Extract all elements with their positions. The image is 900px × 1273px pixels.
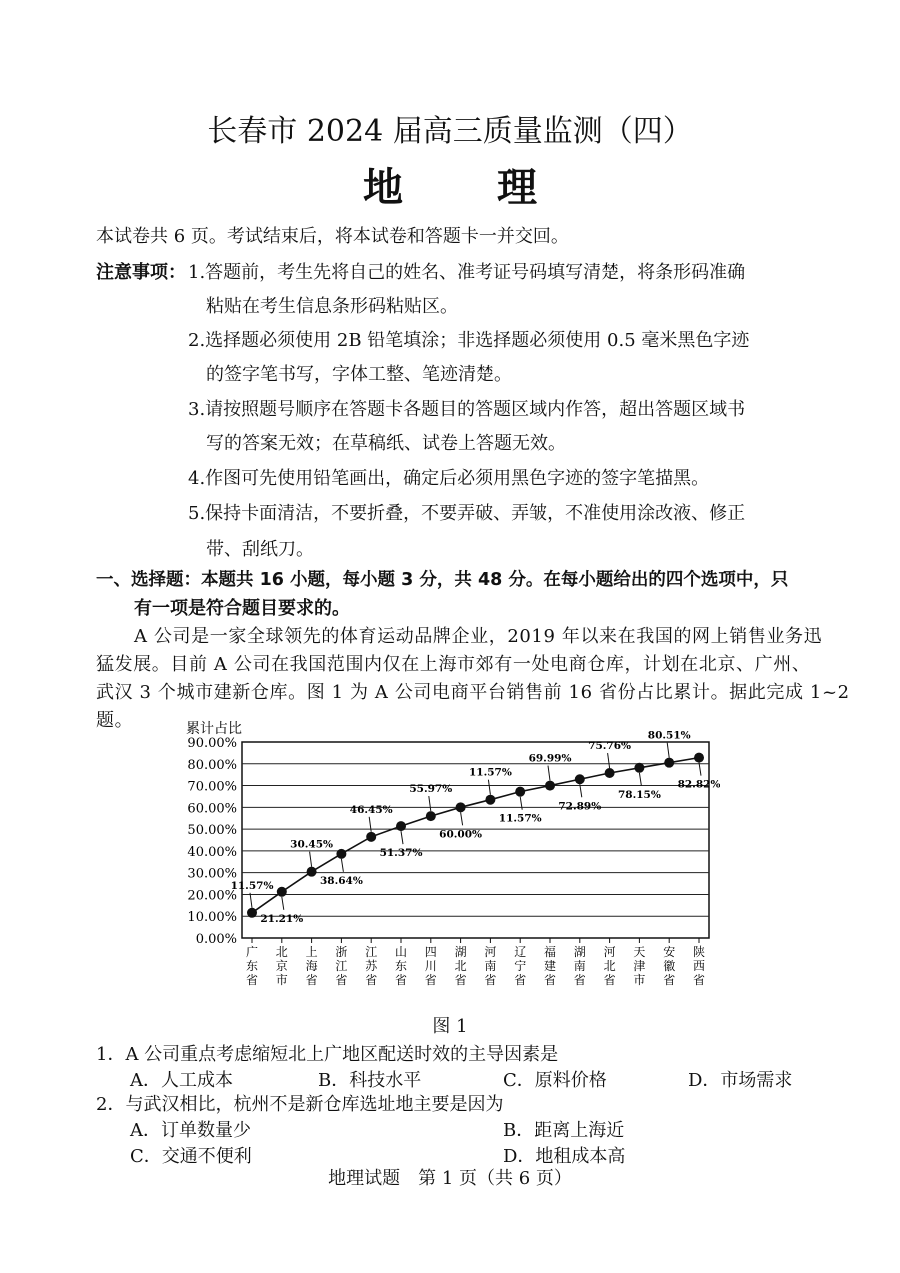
data-point <box>575 774 585 784</box>
notice-item-2-line-2: 的签字笔书写，字体工整、笔迹清楚。 <box>206 364 512 385</box>
label-leader <box>250 893 252 908</box>
data-point <box>694 753 704 763</box>
y-tick-label: 80.00% <box>187 757 237 773</box>
y-tick-label: 50.00% <box>187 823 237 839</box>
label-leader <box>282 897 284 910</box>
data-point <box>336 849 346 859</box>
y-tick-label: 10.00% <box>187 910 237 926</box>
question-1-option-c: C．原料价格 <box>503 1070 607 1091</box>
y-tick-labels <box>187 736 237 947</box>
data-point <box>247 908 257 918</box>
data-point <box>307 867 317 877</box>
x-tick-label: 山东省 <box>394 945 408 987</box>
data-label: 60.00% <box>439 828 483 841</box>
notice-item-3-line-2: 写的答案无效；在草稿纸、试卷上答题无效。 <box>206 433 566 454</box>
data-label: 46.45% <box>349 803 393 816</box>
y-tick-label: 20.00% <box>187 888 237 904</box>
question-1-stem: 1．A 公司重点考虑缩短北上广地区配送时效的主导因素是 <box>96 1044 559 1065</box>
x-tick-label: 河北省 <box>603 945 616 987</box>
notice-item-2-line-1: 2.选择题必须使用 2B 铅笔填涂；非选择题必须使用 0.5 毫米黑色字迹 <box>188 330 750 351</box>
data-point <box>456 802 466 812</box>
x-tick-label: 浙江省 <box>335 945 348 987</box>
y-tick-label: 40.00% <box>187 844 237 860</box>
question-1-option-a: A．人工成本 <box>130 1070 233 1091</box>
question-2-option-a: A．订单数量少 <box>130 1120 251 1141</box>
x-tick-label: 陕西省 <box>692 945 706 987</box>
data-labels <box>231 730 720 925</box>
label-leader <box>488 780 490 795</box>
notice-item-5-line-1: 5.保持卡面清洁，不要折叠，不要弄破、弄皱，不准使用涂改液、修正 <box>188 503 746 524</box>
x-tick-label: 广东省 <box>245 945 259 987</box>
x-tick-label: 天津市 <box>633 945 646 987</box>
label-leader <box>639 773 641 786</box>
cumulative-share-chart <box>180 712 720 1012</box>
label-leader <box>580 784 582 797</box>
data-label: 72.89% <box>558 800 602 813</box>
data-label: 11.57% <box>498 812 542 825</box>
notice-item-3-line-1: 3.请按照题号顺序在答题卡各题目的答题区域内作答，超出答题区域书 <box>188 399 746 420</box>
x-tick-label: 北京市 <box>275 945 288 987</box>
data-label: 75.76% <box>588 740 632 753</box>
notice-item-4: 4.作图可先使用铅笔画出，确定后必须用黑色字迹的签字笔描黑。 <box>188 468 710 489</box>
label-leader <box>341 859 343 872</box>
data-label: 38.64% <box>319 874 363 887</box>
x-tick-label: 福建省 <box>543 945 557 987</box>
question-2-option-b: B．距离上海近 <box>503 1120 625 1141</box>
y-tick-label: 90.00% <box>187 736 237 751</box>
subject-title: 地 理 <box>363 165 577 211</box>
label-leader <box>429 796 431 811</box>
question-2-option-d: D．地租成本高 <box>503 1146 626 1167</box>
data-label: 11.57% <box>468 766 512 779</box>
data-label: 80.51% <box>647 729 691 742</box>
data-point <box>396 821 406 831</box>
passage-line-2: 猛发展。目前 A 公司在我国范围内仅在上海市郊有一处电商仓库，计划在北京、广州、 <box>96 654 811 675</box>
question-2-option-c: C．交通不便利 <box>130 1146 252 1167</box>
data-label: 55.97% <box>409 783 453 796</box>
data-label: 30.45% <box>290 838 334 851</box>
data-point <box>515 787 525 797</box>
label-leader <box>401 831 403 844</box>
data-label: 82.82% <box>677 778 720 791</box>
question-1-option-b: B．科技水平 <box>318 1070 422 1091</box>
data-label: 51.37% <box>379 847 423 860</box>
notice-item-1-line-2: 粘贴在考生信息条形码粘贴区。 <box>206 296 458 317</box>
notice-label: 注意事项： <box>96 262 186 283</box>
data-point <box>485 795 495 805</box>
label-leader <box>667 743 669 758</box>
x-tick-label: 湖北省 <box>454 945 467 987</box>
page-footer: 地理试题 第 1 页（共 6 页） <box>328 1168 572 1189</box>
data-point <box>664 758 674 768</box>
passage-line-4: 题。 <box>96 710 134 731</box>
passage-line-3: 武汉 3 个城市建新仓库。图 1 为 A 公司电商平台销售前 16 省份占比累计。据此完成 1~2 <box>96 682 850 703</box>
x-tick-label: 四川省 <box>424 945 437 987</box>
notice-item-1-line-1: 1.答题前，考生先将自己的姓名、准考证号码填写清楚，将条形码准确 <box>188 262 746 283</box>
data-point <box>426 811 436 821</box>
x-tick-label: 辽宁省 <box>514 945 527 987</box>
data-label: 69.99% <box>528 752 572 765</box>
x-tick-label: 湖南省 <box>573 945 586 987</box>
data-point <box>634 763 644 773</box>
x-tick-label: 安徽省 <box>663 945 676 987</box>
passage-line-1: A 公司是一家全球领先的体育运动品牌企业，2019 年以来在我国的网上销售业务迅 <box>134 626 823 647</box>
x-tick-label: 上海省 <box>305 945 318 987</box>
label-leader <box>548 766 550 781</box>
figure-caption: 图 1 <box>432 1016 468 1037</box>
data-label: 78.15% <box>617 788 661 801</box>
y-tick-label: 70.00% <box>187 779 237 795</box>
label-leader <box>699 763 701 776</box>
question-1-option-d: D．市场需求 <box>688 1070 793 1091</box>
label-leader <box>608 753 610 768</box>
y-axis-title: 累计占比 <box>186 721 242 737</box>
x-tick-labels <box>246 938 705 987</box>
data-point <box>605 768 615 778</box>
y-tick-label: 60.00% <box>187 801 237 817</box>
notice-item-5-line-2: 带、刮纸刀。 <box>206 539 314 560</box>
y-tick-label: 0.00% <box>195 932 237 947</box>
y-tick-label: 30.00% <box>187 866 237 882</box>
x-tick-label: 河南省 <box>484 945 497 987</box>
exam-title: 长春市 2024 届高三质量监测（四） <box>207 114 693 149</box>
label-leader <box>310 852 312 867</box>
data-label: 11.57% <box>230 879 274 892</box>
x-tick-label: 江苏省 <box>365 945 378 987</box>
data-point <box>366 832 376 842</box>
question-2-stem: 2．与武汉相比，杭州不是新仓库选址地主要是因为 <box>96 1094 504 1115</box>
section-heading-line-1: 一、选择题：本题共 16 小题，每小题 3 分，共 48 分。在每小题给出的四个选项中，只 <box>96 570 789 590</box>
data-label: 21.21% <box>260 912 304 925</box>
data-point <box>545 781 555 791</box>
data-point <box>277 887 287 897</box>
section-heading-line-2: 有一项是符合题目要求的。 <box>134 598 350 619</box>
label-leader <box>461 812 463 825</box>
intro-text: 本试卷共 6 页。考试结束后，将本试卷和答题卡一并交回。 <box>96 226 569 247</box>
